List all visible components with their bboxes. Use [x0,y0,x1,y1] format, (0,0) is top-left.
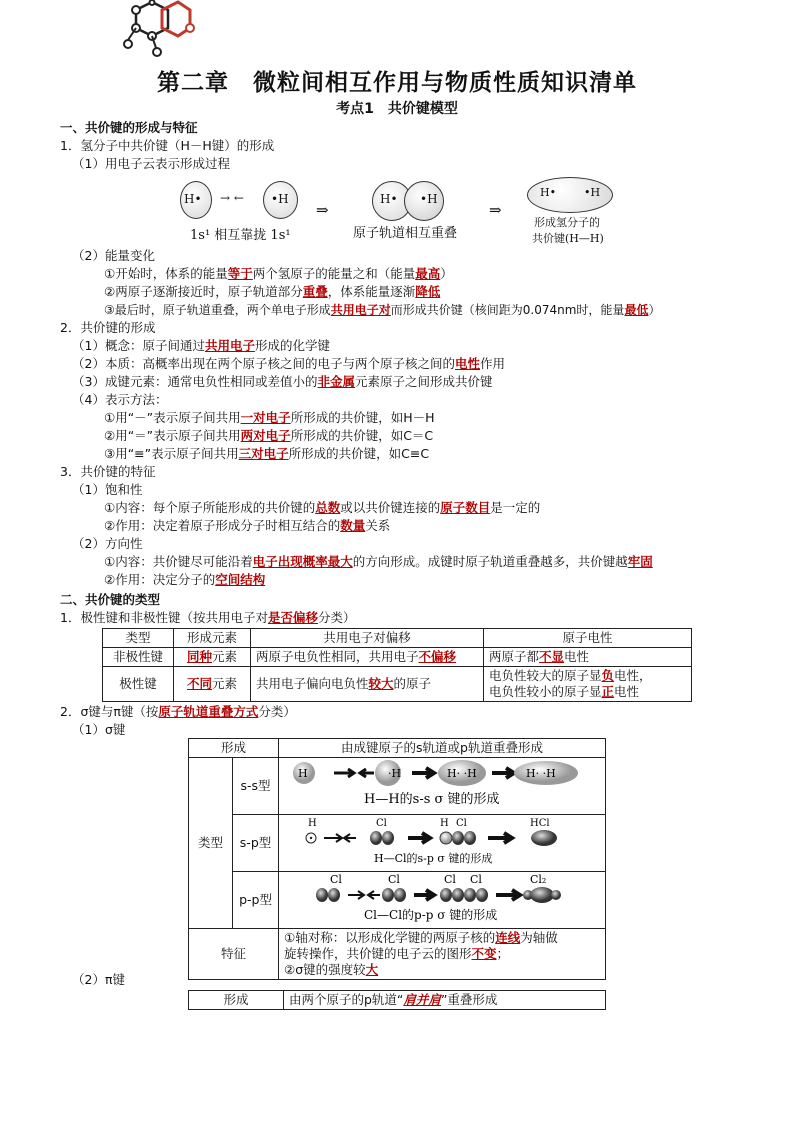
caption-approach: 1s¹ 相互靠拢 1s¹ [190,228,291,243]
h-label: H• [184,192,202,206]
feature-line: ②作用：决定分子的空间结构 [104,572,266,587]
h-label: H• [380,192,398,206]
item-heading: 1．极性键和非极性键（按共用电子对是否偏移分类） [60,610,356,625]
sub-heading: （2）方向性 [72,536,143,551]
representation-line: ①用“－”表示原子间共用一对电子所形成的共价键，如H－H [104,410,435,425]
h-label: •H [420,192,438,206]
table-header: 共用电子对偏移 [251,629,484,648]
implies-arrow: ⇒ [316,201,329,219]
item-heading: 1．氢分子中共价键（H－H键）的形成 [60,138,275,153]
svg-text:H: H [298,767,308,780]
ss-diagram-cell [279,758,606,815]
formation-line: （2）本质：高概率出现在两个原子核之间的电子与两个原子核之间的电性作用 [72,356,505,371]
sub-heading: （2）能量变化 [72,248,155,263]
svg-text:H· ·H: H· ·H [526,767,556,780]
item-heading: 2．共价键的形成 [60,320,156,335]
sub-heading: （1）饱和性 [72,482,143,497]
item-heading: 3．共价键的特征 [60,464,156,479]
feature-line: ①内容：共价键尽可能沿着电子出现概率最大的方向形成。成键时原子轨道重叠越多，共价键越牢固 [104,554,653,569]
svg-text:Cl: Cl [330,873,342,886]
svg-text:H· ·H: H· ·H [447,767,477,780]
pp-sigma-diagram [284,873,600,923]
table-cell: 两原子都不显电性 [484,648,692,667]
sub-heading: （1）用电子云表示形成过程 [72,156,230,171]
table-cell: 同种元素 [174,648,251,667]
table-row [103,648,692,667]
section-heading: 二、共价键的类型 [60,592,161,607]
table-cell: ①轴对称：以形成化学键的两原子核的连线为轴做 旋转操作，共价键的电子云的图形不变； ②σ键的强度较大 [279,929,606,980]
svg-text:Cl: Cl [470,873,482,886]
energy-line-2: ②两原子逐渐接近时，原子轨道部分重叠，体系能量逐渐降低 [104,284,441,299]
svg-text:Cl₂: Cl₂ [530,873,547,886]
caption-molecule: 共价键(H—H) [532,232,604,245]
sp-caption: H—Cl的s-p σ 键的形成 [374,852,493,865]
page-subtitle: 考点1 共价键模型 [336,101,458,117]
representation-line: ②用“＝”表示原子间共用两对电子所形成的共价键，如C＝C [104,428,434,443]
svg-text:Cl: Cl [456,818,467,829]
energy-line-3: ③最后时，原子轨道重叠，两个单电子形成共用电子对而形成共价键（核间距为0.074nm时，能量最低） [104,303,661,317]
table-cell: 特征 [189,929,279,980]
svg-text:HCl: HCl [530,818,550,829]
sp-sigma-diagram [284,816,600,866]
approach-arrows: → ← [220,191,244,205]
h-label: H• [540,186,557,199]
table-cell: 极性键 [103,667,174,702]
table-header: 类型 [103,629,174,648]
table-header: 形成元素 [174,629,251,648]
table-cell: 电负性较大的原子显负电性， 电负性较小的原子显正电性 [484,667,692,702]
sp-diagram-cell [279,815,606,872]
h-label: •H [584,186,601,199]
table-cell: s-p型 [233,815,279,872]
svg-text:H: H [308,818,317,829]
logo-molecule-icon [118,0,196,58]
item-heading: 2．σ键与π键（按原子轨道重叠方式分类） [60,704,296,719]
table-cell: 由两个原子的p轨道“肩并肩”重叠形成 [284,991,606,1010]
svg-text:Cl: Cl [388,873,400,886]
page-title: 第二章 微粒间相互作用与物质性质知识清单 [157,70,637,96]
formation-line: （4）表示方法： [72,392,168,407]
pp-caption: Cl—Cl的p-p σ 键的形成 [364,908,498,922]
table-cell: 非极性键 [103,648,174,667]
sigma-bond-table [188,738,606,980]
table-row [103,667,692,702]
table-header-row [103,629,692,648]
sub-heading: （1）σ键 [72,722,126,737]
pp-diagram-cell [279,872,606,929]
table-cell: 共用电子偏向电负性较大的原子 [251,667,484,702]
table-cell: 两原子电负性相同，共用电子不偏移 [251,648,484,667]
representation-line: ③用“≡”表示原子间共用三对电子所形成的共价键，如C≡C [104,446,430,461]
table-header: 形成 [189,739,279,758]
table-header: 原子电性 [484,629,692,648]
feature-line: ①内容：每个原子所能形成的共价键的总数或以共价键连接的原子数目是一定的 [104,500,541,515]
svg-text:·H: ·H [388,767,402,780]
polar-bond-table [102,628,692,702]
svg-text:H: H [440,818,449,829]
caption-molecule: 形成氢分子的 [534,216,600,229]
ss-caption: H—H的s-s σ 键的形成 [364,792,500,807]
table-cell: 类型 [189,758,233,929]
sub-heading: （2）π键 [72,972,125,987]
h-label: •H [271,192,289,206]
svg-text:Cl: Cl [376,818,387,829]
table-header: 形成 [189,991,284,1010]
pi-bond-table [188,990,606,1010]
svg-text:Cl: Cl [444,873,456,886]
table-cell: s-s型 [233,758,279,815]
implies-arrow: ⇒ [489,201,502,219]
formation-line: （3）成键元素：通常电负性相同或差值小的非金属元素原子之间形成共价键 [72,374,493,389]
energy-line-1: ①开始时，体系的能量等于两个氢原子的能量之和（能量最高） [104,266,453,281]
section-heading: 一、共价键的形成与特征 [60,120,198,135]
caption-overlap: 原子轨道相互重叠 [353,226,458,241]
table-cell: 不同元素 [174,667,251,702]
table-cell: 由成键原子的s轨道或p轨道重叠形成 [279,739,606,758]
formation-line: （1）概念：原子间通过共用电子形成的化学键 [72,338,330,353]
table-cell: p-p型 [233,872,279,929]
ss-sigma-diagram [284,759,600,809]
feature-line: ②作用：决定着原子形成分子时相互结合的数量关系 [104,518,391,533]
